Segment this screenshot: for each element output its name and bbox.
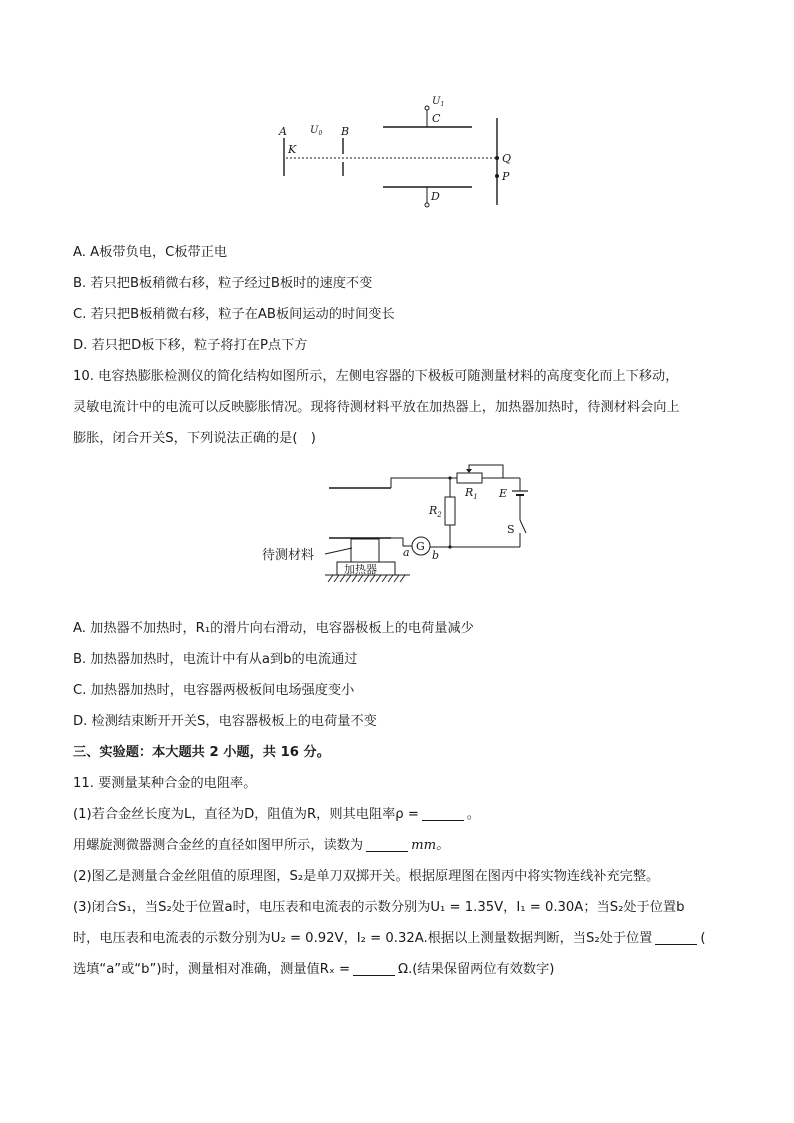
deflection-diagram — [0, 0, 794, 240]
q10-stem-line-3: 膨胀，闭合开关S，下列说法正确的是( ) — [73, 431, 316, 446]
label-b-terminal: b — [432, 549, 440, 562]
q11-part3-line-2-text: 时，电压表和电流表的示数分别为U₂ = 0.92V，I₂ = 0.32A.根据以上测量数据判断，当S₂处于位置 — [73, 931, 653, 946]
answer-blank-resistivity[interactable] — [422, 806, 464, 821]
q11-part3-line-3 — [73, 960, 554, 980]
q10-stem-line-2: 灵敏电流计中的电流可以反映膨胀情况。现将待测材料平放在加热器上，加热器加热时，待测材料会向上 — [73, 400, 680, 415]
label-u0: $U_0$ — [310, 125, 323, 137]
point-q — [495, 156, 499, 160]
label-k: K — [288, 143, 297, 156]
answer-blank-diameter[interactable] — [366, 837, 408, 852]
label-p: P — [502, 170, 510, 183]
q10-stem-line-1: 10. 电容热膨胀检测仪的简化结构如图所示，左侧电容器的下极板可随测量材料的高度变化而上下移动， — [73, 369, 679, 384]
q11-micrometer — [73, 836, 449, 856]
q11-part1 — [73, 805, 480, 825]
q11-micrometer-unit: mm。 — [411, 838, 450, 853]
slider-arrow-icon — [466, 469, 472, 473]
galvanometer-symbol: G — [416, 540, 425, 553]
switch-s-blade — [520, 520, 526, 533]
label-r1: $R_1$ — [465, 486, 478, 501]
label-q: Q — [502, 152, 512, 165]
q10-option-c: C. 加热器加热时，电容器两极板间电场强度变小 — [73, 683, 355, 698]
q11-part3-line-2 — [73, 929, 706, 949]
label-s: S — [507, 523, 515, 536]
q10-option-a: A. 加热器不加热时，R₁的滑片向右滑动，电容器极板上的电荷量减少 — [73, 621, 474, 636]
q9-option-b: B. 若只把B板稍微右移，粒子经过B板时的速度不变 — [73, 276, 373, 291]
section-heading: 三、实验题：本大题共 2 小题，共 16 分。 — [73, 745, 330, 760]
point-p — [495, 174, 499, 178]
q9-option-c: C. 若只把B板稍微右移，粒子在AB板间运动的时间变长 — [73, 307, 395, 322]
q10-option-d: D. 检测结束断开开关S，电容器极板上的电荷量不变 — [73, 714, 377, 729]
material-pointer — [325, 548, 352, 554]
resistor-r2 — [445, 497, 455, 525]
label-e: E — [499, 487, 508, 500]
ground-hatching — [328, 575, 405, 582]
q11-micrometer-text: 用螺旋测微器测合金丝的直径如图甲所示，读数为 — [73, 838, 364, 853]
answer-blank-rx[interactable] — [353, 961, 395, 976]
q11-part1-text: (1)若合金丝长度为L，直径为D，阻值为R，则其电阻率ρ = — [73, 807, 419, 822]
junction-top — [448, 476, 451, 479]
label-b: B — [341, 125, 350, 138]
heater-label: 加热器 — [344, 563, 377, 576]
terminal-c — [425, 106, 429, 110]
q11-part3-line-3-b: Ω.(结果保留两位有效数字) — [398, 962, 555, 977]
rheostat-r1 — [457, 473, 482, 483]
capacitor-circuit-diagram — [0, 455, 794, 595]
q11-stem: 11. 要测量某种合金的电阻率。 — [73, 776, 257, 791]
q11-part1-end: 。 — [466, 807, 481, 822]
label-d: D — [431, 190, 440, 203]
q11-part3-line-2-end: ( — [700, 931, 706, 946]
wire-top — [391, 478, 450, 488]
wire-lower-plate — [391, 538, 412, 546]
label-a: A — [279, 125, 287, 138]
q11-part2-text: (2)图乙是测量合金丝阻值的原理图，S₂是单刀双掷开关。根据原理图在图丙中将实物连线补充完整。 — [73, 869, 660, 884]
label-c: C — [432, 112, 441, 125]
test-material — [351, 539, 379, 562]
q9-option-d: D. 若只把D板下移，粒子将打在P点下方 — [73, 338, 308, 353]
terminal-d — [425, 203, 429, 207]
material-label: 待测材料 — [262, 548, 315, 563]
label-u1: $U_1$ — [432, 96, 445, 108]
label-a-terminal: a — [403, 546, 410, 559]
q10-option-b: B. 加热器加热时，电流计中有从a到b的电流通过 — [73, 652, 358, 667]
answer-blank-position[interactable] — [655, 930, 697, 945]
q9-option-a: A. A板带负电，C板带正电 — [73, 245, 228, 260]
label-r2: $R_2$ — [429, 504, 442, 519]
q11-part3-line-3-a: 选填“a”或“b”)时，测量相对准确，测量值Rₓ = — [73, 962, 350, 977]
q11-part3-line-1: (3)闭合S₁，当S₂处于位置a时，电压表和电流表的示数分别为U₁ = 1.35V，I₁ = 0.30A；当S₂处于位置b — [73, 900, 685, 915]
